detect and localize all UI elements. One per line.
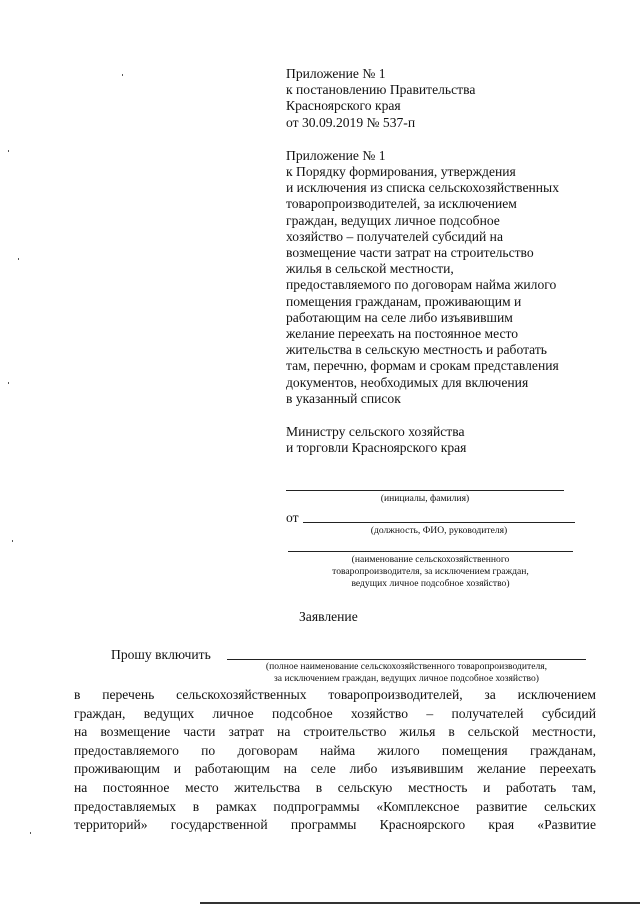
body-line: территорий» государственной программы Красноярского края «Развитие — [74, 817, 596, 833]
appendix-order-line: граждан, ведущих личное подсобное — [286, 212, 500, 228]
initials-caption: (инициалы, фамилия) — [380, 493, 470, 504]
producer-caption-line: ведущих личное подсобное хозяйство) — [351, 578, 510, 589]
appendix-order-line: помещения гражданам, проживающим и — [286, 293, 522, 309]
appendix-order-line: в указанный список — [286, 390, 401, 406]
appendix-resolution-line: Красноярского края — [286, 98, 401, 114]
appendix-order-line: и исключения из списка сельскохозяйственных — [286, 180, 559, 196]
scan-edge-line — [200, 902, 640, 904]
document-title: Заявление — [299, 609, 358, 624]
appendix-order-line: к Порядку формирования, утверждения — [286, 164, 516, 180]
producer-field-line[interactable] — [288, 551, 573, 552]
from-label: от — [286, 510, 299, 525]
appendix-order-line: жилья в сельской местности, — [286, 261, 454, 277]
scan-speck — [8, 382, 9, 384]
position-caption: (должность, ФИО, руководителя) — [370, 525, 508, 536]
appendix-order-line: предоставляемого по договорам найма жилого — [286, 277, 557, 293]
scan-speck — [30, 832, 31, 834]
addressee-line: Министру сельского хозяйства — [286, 424, 465, 440]
header-block — [286, 66, 616, 456]
producer-caption-line: (наименование сельскохозяйственного — [351, 554, 510, 565]
body-line: предоставляемого по договорам найма жилого помещения гражданам, — [74, 742, 596, 758]
appendix-order-line: жительства в сельскую местность и работать — [286, 342, 547, 358]
body-line: на постоянное место жительства в сельскую местность и работать там, — [74, 779, 596, 795]
appendix-order-line: желание переехать на постоянное место — [286, 326, 519, 342]
scan-speck — [8, 150, 9, 152]
body-line: проживающим и работающим на селе либо изъявившим желание переехать — [74, 761, 596, 777]
appendix-order-line: возмещение части затрат на строительство — [286, 245, 534, 261]
appendix-resolution-line: от 30.09.2019 № 537-п — [286, 114, 416, 130]
scan-speck — [18, 258, 19, 260]
appendix-order-line: работающим на селе либо изъявившим — [286, 309, 513, 325]
addressee-line: и торговли Красноярского края — [286, 440, 467, 456]
scan-speck — [122, 74, 123, 76]
appendix-resolution-line: к постановлению Правительства — [286, 82, 476, 98]
producer-caption-line: товаропроизводителя, за исключением граждан, — [332, 566, 529, 577]
appendix-order-line: товаропроизводителей, за исключением — [286, 196, 517, 212]
initials-field-line[interactable] — [286, 490, 564, 491]
appendix-resolution-line: Приложение № 1 — [286, 66, 386, 81]
position-field-line[interactable] — [303, 522, 575, 523]
body-line: предоставляемых в рамках подпрограммы «Комплексное развитие сельских — [74, 798, 596, 814]
scan-speck — [12, 540, 13, 542]
body-line: в перечень сельскохозяйственных товаропроизводителей, за исключением — [74, 687, 596, 702]
request-field-line[interactable] — [227, 659, 586, 660]
appendix-order-line: там, перечню, формам и срокам представления — [286, 358, 559, 374]
request-caption-line: за исключением граждан, ведущих личное подсобное хозяйство) — [274, 673, 539, 684]
body-paragraph — [74, 686, 596, 835]
request-caption-line: (полное наименование сельскохозяйственного товаропроизводителя, — [265, 661, 548, 672]
request-label: Прошу включить — [111, 647, 211, 662]
body-line: граждан, ведущих личное подсобное хозяйство – получателей субсидий — [74, 705, 596, 721]
body-line: на возмещение части затрат на строительство жилья в сельской местности, — [74, 724, 596, 740]
appendix-order-line: документов, необходимых для включения — [286, 374, 529, 390]
appendix-order-line: хозяйство – получателей субсидий на — [286, 228, 503, 244]
appendix-order-line: Приложение № 1 — [286, 147, 386, 163]
